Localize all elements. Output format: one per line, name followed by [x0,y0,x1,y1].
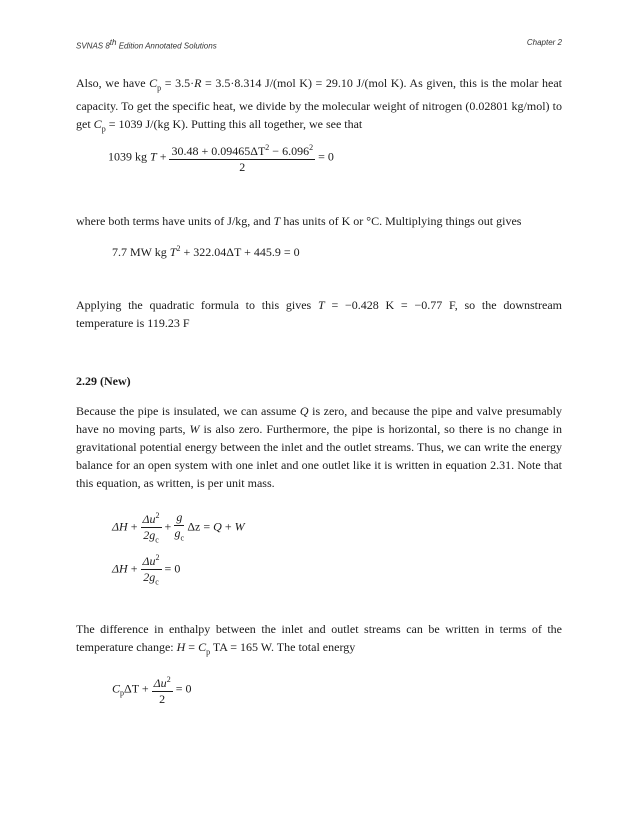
eq4-den [141,570,162,589]
eq5-rhs: = 0 [172,681,192,696]
eq3-fraction-1 [141,508,162,547]
eq3-q: Q [213,519,222,534]
eq2-sup: 2 [176,244,181,253]
eq5-num-text: Δu [153,676,167,690]
eq2-lhs: 7.7 MW kg [112,245,170,259]
eq3-num1-sup: 2 [155,511,160,520]
eq4-num-text: Δu [142,554,156,568]
paragraph-heat-capacity [76,74,562,139]
p1-text-a: Also, we have [76,76,150,90]
t-symbol: T [273,214,281,228]
eq1-num-a: 30.48 + 0.09465ΔT [171,144,266,158]
eq3-den1-text: 2g [143,528,156,542]
eq3-den2 [174,526,184,545]
eq5-num [152,672,173,692]
eq1-lhs: 1039 kg [108,149,150,164]
eq3-num1 [141,508,162,528]
p4-text-b: is zero, and because the pipe and valve presumably have no moving parts, [76,404,562,436]
cp-symbol-3: C [198,640,207,654]
eq4-fraction [141,550,162,589]
equation-2 [112,244,300,260]
p3-text-b: = −0.428 K = −0.77 F, so the downstream temperature is 119.23 F [76,298,562,330]
page-header [76,38,562,52]
eq1-t: T [150,149,157,164]
equation-1 [108,140,334,175]
eq5-c-sub: p [120,688,125,698]
p1-text-c: = 3.5·8.314 J/(mol K) = 29.10 J/(mol K). As given, this is the molar heat capacity. To get the specific heat, we divide by the molecular weight of nitrogen (0.02801 kg/mol) to get [76,76,562,132]
eq4-dh: ΔH [112,561,128,576]
paragraph-energy-balance [76,402,562,492]
eq5-fraction [152,672,173,707]
header-chapter: Chapter 2 [526,38,562,47]
eq4-num [141,550,162,570]
p1-text-b: = 3.5· [161,76,195,90]
p2-text-a: where both terms have units of J/kg, and [76,214,274,228]
eq3-plus2: + [161,519,175,534]
p5-text-d: TA = 165 W. The total energy [210,640,356,654]
section-heading: 2.29 (New) [76,374,131,388]
eq5-c: C [112,681,121,696]
eq3-num2-text: g [176,510,183,524]
header-edition [76,38,217,51]
eq3-dh: ΔH [112,519,128,534]
p2-text-b: has units of K or °C. Multiplying things out gives [280,214,522,228]
p4-text-c: is also zero. Furthermore, the pipe is horizontal, so there is no change in gravitational potential energy between the inlet and the outlet streams. Thus, we can write the energy balance for an open system with one inlet and one outlet like it is written in equation 2.31. Note that this equation, as written, is per unit mass. [76,422,562,490]
h-symbol: H [176,640,186,654]
eq3-fraction-2 [174,510,184,545]
cp-sub: p [157,83,162,93]
eq3-num1-text: Δu [142,512,156,526]
eq4-den-sub: c [155,577,159,587]
header-edition-suffix: Edition Annotated Solutions [116,41,217,51]
paragraph-units [76,212,562,230]
header-edition-prefix: SVNAS 8 [76,41,110,51]
eq5-num-sup: 2 [166,675,171,684]
q-symbol: Q [299,404,309,418]
eq1-denominator: 2 [239,160,246,174]
eq3-den2-text: g [174,526,181,540]
p1-text-d: = 1039 J/(kg K). Putting this all together, we see that [105,117,363,132]
eq3-den1-sub: c [155,535,159,545]
eq2-tail: + 322.04ΔT + 445.9 = 0 [180,245,300,259]
eq3-num2 [174,510,184,526]
eq1-numerator [169,140,315,160]
p5-text-b: = [185,640,199,654]
eq3-plus3: + [221,519,235,534]
paragraph-quadratic [76,296,562,332]
eq1-fraction [169,140,315,175]
cp-sub-3: p [206,647,211,657]
cp-symbol-2: C [93,117,102,132]
eq4-plus: + [127,561,141,576]
cp-symbol: C [149,76,158,90]
eq3-dz: Δz = [184,519,214,534]
eq2-t: T [169,245,177,259]
p3-text-a: Applying the quadratic formula to this gives [76,298,318,312]
equation-3 [112,508,245,547]
eq3-den2-sub: c [180,533,185,543]
eq1-rhs: = 0 [315,149,334,164]
eq1-num-tail: − 6.096 [269,144,310,158]
eq4-num-sup: 2 [155,553,160,562]
eq1-num-tail-sup: 2 [309,143,314,152]
eq4-rhs: = 0 [161,561,181,576]
cp-sub-2: p [101,124,106,134]
eq1-num-sup: 2 [265,143,270,152]
eq5-den: 2 [159,692,166,706]
paragraph-enthalpy [76,620,562,661]
eq5-dt: ΔT [124,681,139,696]
eq1-plus: + [156,149,170,164]
p5-text-a: The difference in enthalpy between the inlet and outlet streams can be written in terms of the temperature change: [76,622,562,654]
t-symbol-2: T [317,298,325,312]
p4-text-a: Because the pipe is insulated, we can assume [76,404,300,418]
eq5-plus: + [138,681,152,696]
eq3-w: W [234,519,245,534]
equation-5 [112,672,191,707]
header-edition-sup: th [109,38,117,47]
eq4-den-text: 2g [143,570,156,584]
eq3-plus1: + [127,519,141,534]
r-symbol: R [194,76,202,90]
equation-4 [112,550,180,589]
eq3-den1 [141,528,162,547]
w-symbol: W [189,422,200,436]
